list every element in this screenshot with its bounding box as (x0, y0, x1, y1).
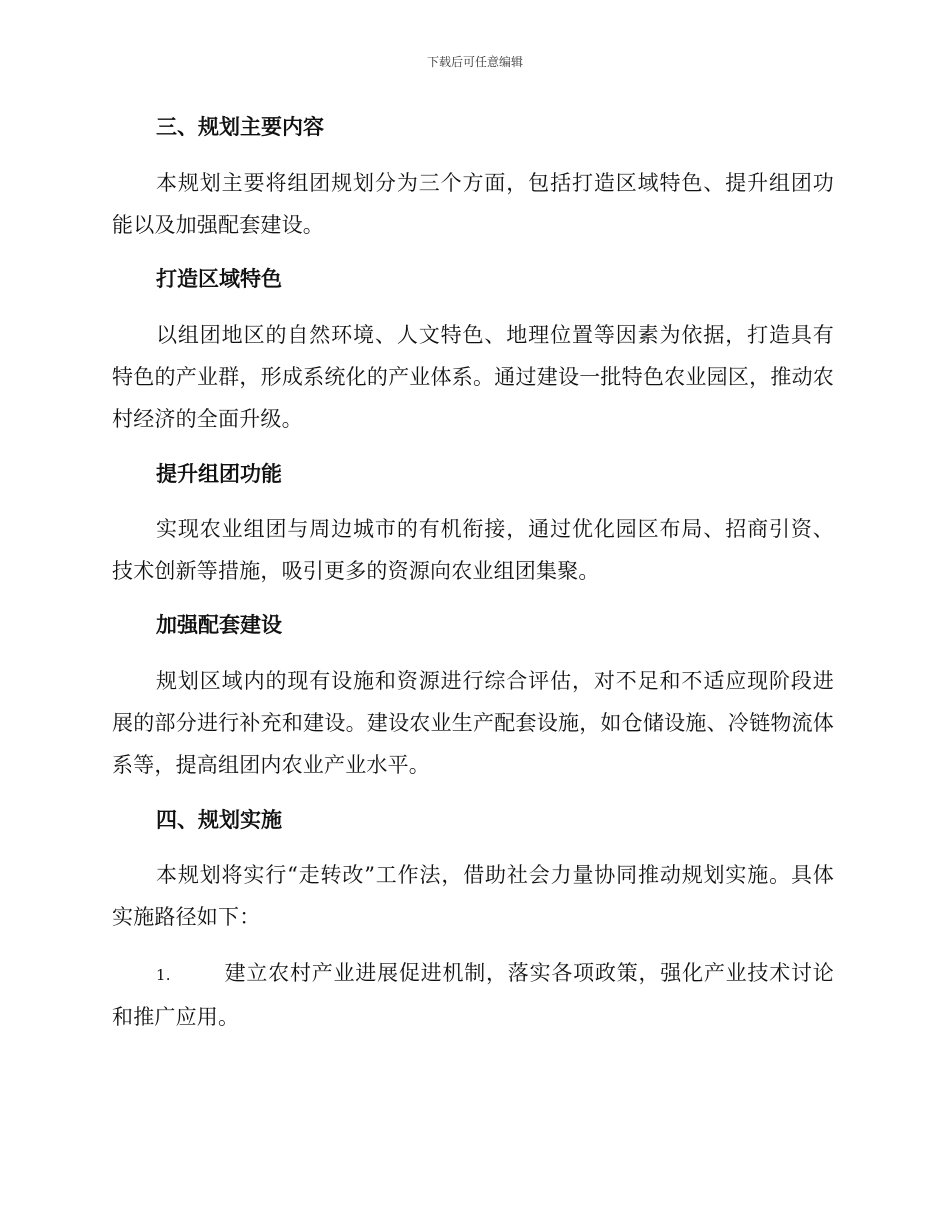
subsection-group-function-body: 实现农业组团与周边城市的有机衔接，通过优化园区布局、招商引资、技术创新等措施，吸引更多的资源向农业组团集聚。 (112, 517, 834, 583)
subsection-regional-features-title: 打造区域特色 (156, 267, 282, 291)
section-3-intro: 本规划主要将组团规划分为三个方面，包括打造区域特色、提升组团功能以及加强配套建设。 (112, 171, 834, 237)
list-item-1-text: 建立农村产业进展促进机制，落实各项政策，强化产业技术讨论和推广应用。 (112, 961, 834, 1029)
section-4-intro: 本规划将实行“走转改”工作法，借助社会力量协同推动规划实施。具体实施路径如下： (112, 863, 834, 929)
subsection-supporting-construction-title: 加强配套建设 (156, 613, 282, 637)
section-3-title: 三、规划主要内容 (156, 115, 324, 139)
page-header: 下载后可任意编辑 (426, 55, 523, 69)
subsection-group-function-title: 提升组团功能 (156, 462, 282, 486)
subsection-supporting-construction-body: 规划区域内的现有设施和资源进行综合评估，对不足和不适应现阶段进展的部分进行补充和建设。建设农业生产配套设施，如仓储设施、冷链物流体系等，提高组团内农业产业水平。 (112, 669, 834, 777)
list-item-1 (112, 952, 834, 1038)
section-4-title: 四、规划实施 (156, 808, 282, 832)
list-item-1-number: 1. (156, 966, 171, 984)
subsection-regional-features-body: 以组团地区的自然环境、人文特色、地理位置等因素为依据，打造具有特色的产业群，形成系统化的产业体系。通过建设一批特色农业园区，推动农村经济的全面升级。 (112, 323, 834, 431)
